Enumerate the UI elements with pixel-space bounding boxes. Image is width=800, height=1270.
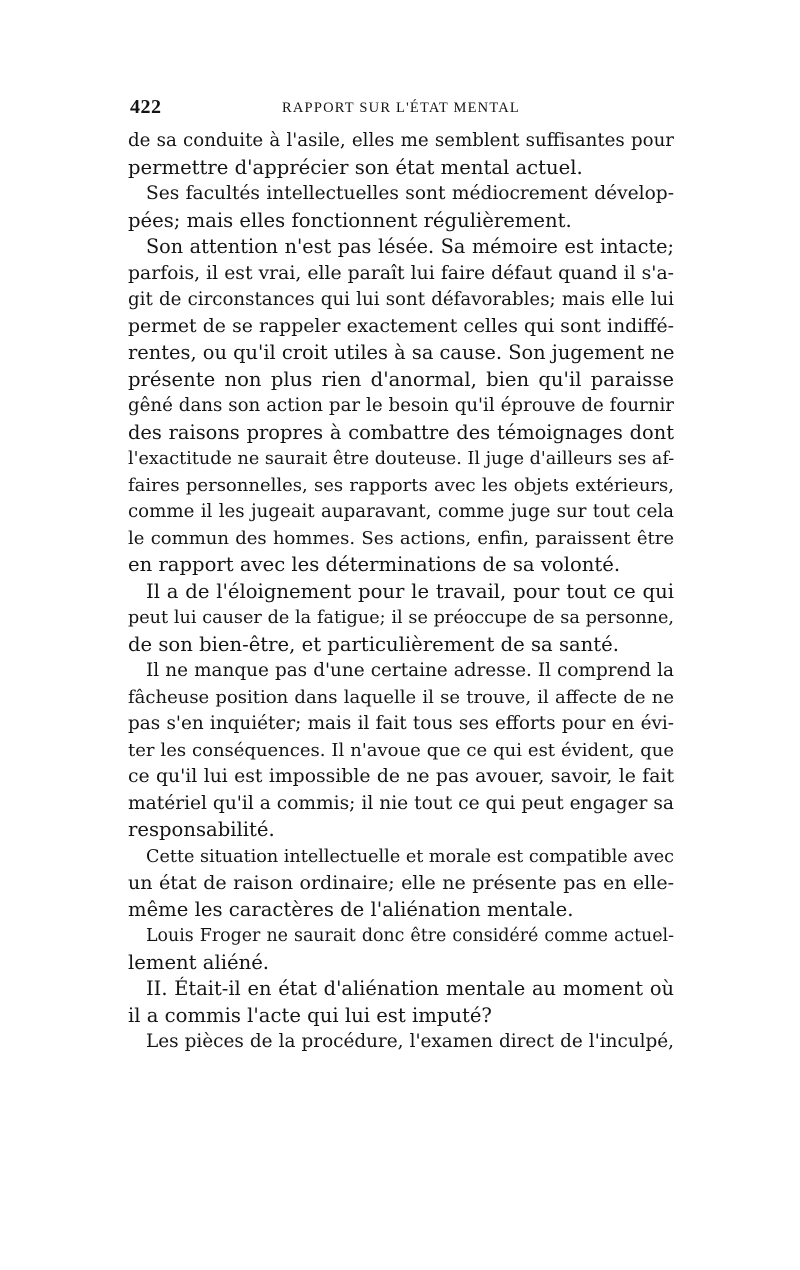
text-line: pas s'en inquiéter; mais il fait tous ses efforts pour en évi- xyxy=(128,713,674,734)
text-line: même les caractères de l'aliénation mentale. xyxy=(128,897,574,921)
text-line: Il a de l'éloignement pour le travail, pour tout ce qui xyxy=(146,579,674,603)
text-line: de sa conduite à l'asile, elles me semblent suffisantes pour xyxy=(128,130,674,151)
page-number: 422 xyxy=(130,96,162,118)
text-line: peut lui causer de la fatigue; il se préoccupe de sa personne, xyxy=(128,608,674,628)
text-line: II. Était-il en état d'aliénation mentale au moment où xyxy=(146,977,674,1000)
text-line: lement aliéné. xyxy=(128,950,270,974)
body-text xyxy=(128,128,674,1056)
running-title: RAPPORT SUR L'ÉTAT MENTAL xyxy=(282,100,520,116)
running-head xyxy=(130,96,672,120)
text-line: fâcheuse position dans laquelle il se trouve, il affecte de ne xyxy=(128,686,674,708)
text-line: des raisons propres à combattre des témoignages dont xyxy=(128,420,674,444)
text-line: responsabilité. xyxy=(128,818,275,841)
text-line: permettre d'apprécier son état mental actuel. xyxy=(128,155,583,179)
text-line: présente non plus rien d'anormal, bien qu'il paraisse xyxy=(128,367,674,391)
text-line: comme il les jugeait auparavant, comme juge sur tout cela xyxy=(128,501,674,522)
text-line: il a commis l'acte qui lui est imputé? xyxy=(128,1003,492,1027)
text-line: Ses facultés intellectuelles sont médiocrement dévelop- xyxy=(146,183,674,204)
text-line: permet de se rappeler exactement celles qui sont indiffé- xyxy=(128,315,674,337)
text-line: le commun des hommes. Ses actions, enfin, paraissent être xyxy=(128,527,674,549)
text-line: faires personnelles, ses rapports avec les objets extérieurs, xyxy=(128,474,674,496)
text-line: gêné dans son action par le besoin qu'il éprouve de fournir xyxy=(128,395,674,416)
text-line: pées; mais elles fonctionnent régulièrement. xyxy=(128,208,572,232)
text-line: l'exactitude ne saurait être douteuse. Il juge d'ailleurs ses af- xyxy=(128,449,675,469)
text-line: Il ne manque pas d'une certaine adresse. Il comprend la xyxy=(146,660,674,681)
text-line: Les pièces de la procédure, l'examen direct de l'inculpé, xyxy=(146,1031,674,1052)
text-line: ter les conséquences. Il n'avoue que ce qui est évident, que xyxy=(128,739,674,761)
text-line: un état de raison ordinaire; elle ne présente pas en elle- xyxy=(128,872,674,894)
text-line: Son attention n'est pas lésée. Sa mémoire est intacte; xyxy=(146,235,674,258)
text-line: Louis Froger ne saurait donc être considéré comme actuel- xyxy=(146,926,674,946)
text-line: parfois, il est vrai, elle paraît lui faire défaut quand il s'a- xyxy=(128,262,674,284)
text-line: rentes, ou qu'il croit utiles à sa cause. Son jugement ne xyxy=(128,341,675,364)
text-line: ce qu'il lui est impossible de ne pas avouer, savoir, le fait xyxy=(128,766,674,787)
text-line: matériel qu'il a commis; il nie tout ce qui peut engager sa xyxy=(128,792,674,814)
text-line: git de circonstances qui lui sont défavorables; mais elle lui xyxy=(128,289,674,310)
text-line: en rapport avec les déterminations de sa volonté. xyxy=(128,553,621,576)
text-line: Cette situation intellectuelle et morale est compatible avec xyxy=(146,846,674,867)
text-line: de son bien-être, et particulièrement de sa santé. xyxy=(128,632,619,656)
